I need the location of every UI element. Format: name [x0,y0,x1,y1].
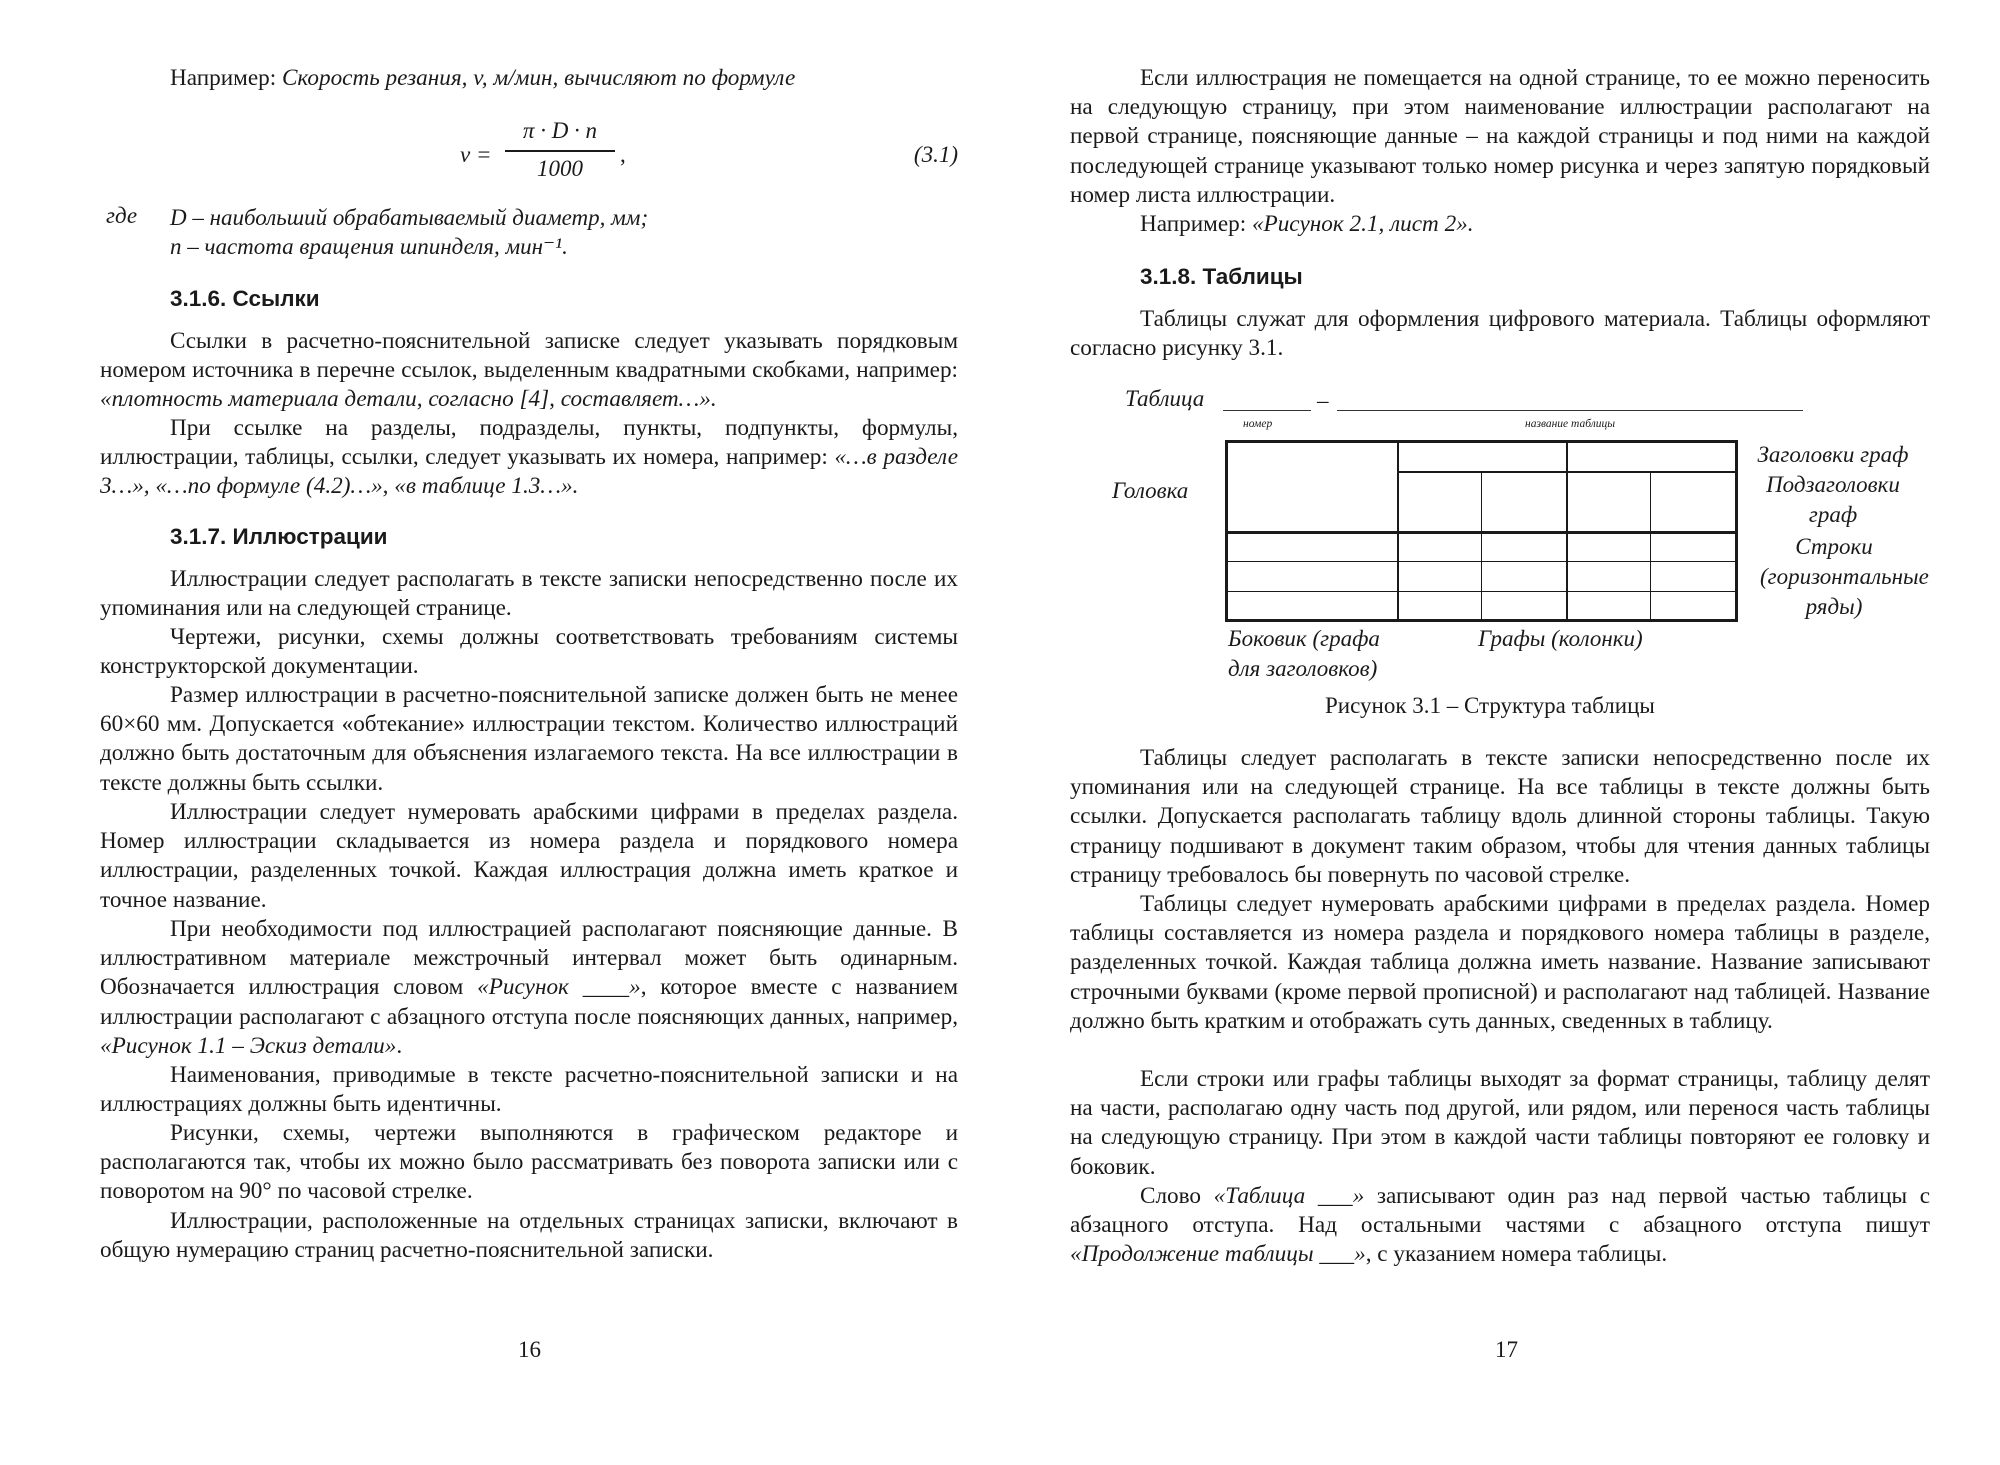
paragraph-italic: «…в разделе 3…», «…по формуле (4.2)…», «в таблице 1.3…». [100,444,958,500]
label-stub: Боковик (графа для заголовков) [1228,626,1380,681]
paragraph-italic: «плотность материала детали, согласно [4], составляет…». [100,386,717,413]
paragraph-italic: «Рисунок ____» [477,974,641,1001]
label-subheaders: Подзаголовки граф [1766,472,1900,527]
paragraph-illustrations-4: Иллюстрации следует нумеровать арабскими цифрами в пределах раздела. Номер иллюстрации складывается из номера раздела и порядкового номера иллюстрации, разделенных точкой. Каждая иллюстрация должна иметь краткое и точное название. [100,799,958,913]
paragraph-italic: «Продолжение таблицы ___» [1070,1241,1366,1268]
paragraph-text: При необходимости под иллюстрацией располагают поясняющие данные. В иллюстративном материале межстрочный интервал может быть одинарным. Обозначается иллюстрация словом [100,916,958,1001]
paragraph-links-1 [100,327,958,415]
subheader-line [1397,471,1738,473]
label-rows: Строки (горизонтальные ряды) [1760,534,1929,619]
paragraph-text: При ссылке на разделы, подразделы, пункты, подпункты, формулы, иллюстрации, таблицы, ссылки, следует указывать их номера, например: [100,415,958,471]
label-columns: Графы (колонки) [1478,626,1643,651]
formula-lhs: v = [460,142,492,167]
paragraph-illustrations-6: Рисунки, схемы, чертежи выполняются в графическом редакторе и располагаются так, чтобы их можно было рассматривать без поворота записки или с поворотом на 90° по часовой стрелке. [100,1120,958,1205]
paragraph-tables-1: Таблицы следует располагать в тексте записки непосредственно после их упоминания или на следующей странице. На все таблицы в тексте должны быть ссылки. Допускается располагать таблицу вдоль длинной стороны таблицы. Такую страницу подшивают в документ таким образом, чтобы для чтения данных таблицы страницу требовалось бы повернуть по часовой стрелке. [1070,745,1930,888]
table-structure-diagram [1225,440,1738,622]
example-italic: «Рисунок 2.1, лист 2». [1251,211,1474,237]
where-label: где [106,203,138,228]
example-sheet [1070,210,1930,239]
page-number: 17 [1495,1337,1518,1362]
paragraph-illustrations-1: Иллюстрации следует располагать в тексте записки непосредственно после их упоминания или на следующей странице. [100,566,958,622]
formula-3-1 [460,118,720,198]
label-head: Головка [1112,478,1189,503]
column-line-2 [1481,471,1482,622]
heading-3-1-8: 3.1.8. Таблицы [1140,264,1303,289]
heading-3-1-6: 3.1.6. Ссылки [170,286,320,311]
paragraph-links-2 [100,414,958,502]
example-italic: Скорость резания, v, м/мин, вычисляют по формуле [281,65,796,91]
paragraph-text: Ссылки в расчетно-пояснительной записке следует указывать порядковым номером источника в перечне ссылок, выделенным квадратными скобками, например: [100,328,958,384]
paragraph-illustrations-7: Иллюстрации, расположенные на отдельных страницах записки, включают в общую нумерацию страниц расчетно-пояснительной записки. [100,1208,958,1264]
paragraph-text: , которое вместе с названием иллюстрации располагают с абзацного отступа после поясняющих данных, например, [100,974,958,1030]
fraction-bar [505,150,615,152]
number-blank-line [1223,410,1311,411]
column-line-4 [1650,471,1651,622]
formula-denominator: 1000 [537,156,583,181]
page-17 [1070,0,1930,1465]
paragraph-multi-page-illustration: Если иллюстрация не помещается на одной странице, то ее можно переносить на следующую страницу, при этом наименование иллюстрации располагают на первой странице, поясняющие данные – на каждой страницы и под ними на каждой последующей странице указывают только номер рисунка и через запятую порядковый номер листа иллюстрации. [1070,65,1930,208]
paragraph-illustrations-notation [100,915,958,1061]
formula-numerator: π · D · n [522,118,598,143]
paragraph-text: Слово [1140,1183,1214,1209]
frame-top [1225,440,1738,443]
page-number: 16 [518,1337,541,1362]
example-prefix: Например: [1140,211,1252,237]
paragraph-illustrations-5: Наименования, приводимые в тексте расчетно-пояснительной записки и на иллюстрациях должны быть идентичны. [100,1062,958,1118]
paragraph-text: записывают один раз над первой частью таблицы с абзацного отступа. Над остальными частями с абзацного отступа пишут [1070,1183,1930,1239]
paragraph-text: . [396,1032,403,1059]
formula-comma: , [620,142,626,167]
example-prefix: Например: [170,65,282,91]
table-word: Таблица [1125,386,1205,411]
paragraph-italic: «Рисунок 1.1 – Эскиз детали» [100,1032,397,1059]
table-title-template [1125,386,1985,446]
paragraph-italic: «Таблица ___» [1213,1183,1365,1209]
column-line-3 [1566,440,1568,622]
title-dash: – [1317,388,1329,413]
paragraph-tables-2: Таблицы следует нумеровать арабскими цифрами в пределах раздела. Номер таблицы составляется из номера раздела и порядкового номера таблицы в разделе, разделенных точкой. Каждая таблица должна иметь название. Название записывают строчными буквами (кроме первой прописной) и располагают над таблицей. Название должно быть кратким и отображать суть данных, сведенных в таблицу. [1070,891,1930,1034]
paragraph-tables-intro: Таблицы служат для оформления цифрового материала. Таблицы оформляют согласно рисунку 3.1. [1070,306,1930,362]
paragraph-tables-continuation [1070,1182,1930,1270]
page-16 [100,0,958,1465]
heading-3-1-7: 3.1.7. Иллюстрации [170,524,388,549]
paragraph-tables-3: Если строки или графы таблицы выходят за формат страницы, таблицу делят на части, располагаю одну часть под другой, или рядом, или перенося часть таблицы на следующую страницу. При этом в каждой части таблицы повторяют ее головку и боковик. [1070,1066,1930,1180]
number-label: номер [1243,418,1273,430]
paragraph-illustrations-3: Размер иллюстрации в расчетно-пояснительной записке должен быть не менее 60×60 мм. Допускается «обтекание» иллюстрации текстом. Количество иллюстраций должно быть достаточным для объяснения излагаемого текста. На все иллюстрации в тексте должны быть ссылки. [100,682,958,796]
label-column-headers: Заголовки граф [1757,442,1909,467]
equation-number: (3.1) [913,142,958,167]
paragraph-text: , с указанием номера таблицы. [1365,1241,1668,1268]
paragraph-illustrations-2: Чертежи, рисунки, схемы должны соответствовать требованиям системы конструкторской документации. [100,624,958,680]
name-label: название таблицы [1525,418,1616,430]
name-blank-line [1337,410,1803,411]
example-intro [100,64,958,93]
column-line-1 [1397,440,1399,622]
definition-d: D – наибольший обрабатываемый диаметр, мм; [170,205,649,230]
definition-n: n – частота вращения шпинделя, мин⁻¹. [170,234,568,259]
figure-caption: Рисунок 3.1 – Структура таблицы [1325,693,1655,718]
